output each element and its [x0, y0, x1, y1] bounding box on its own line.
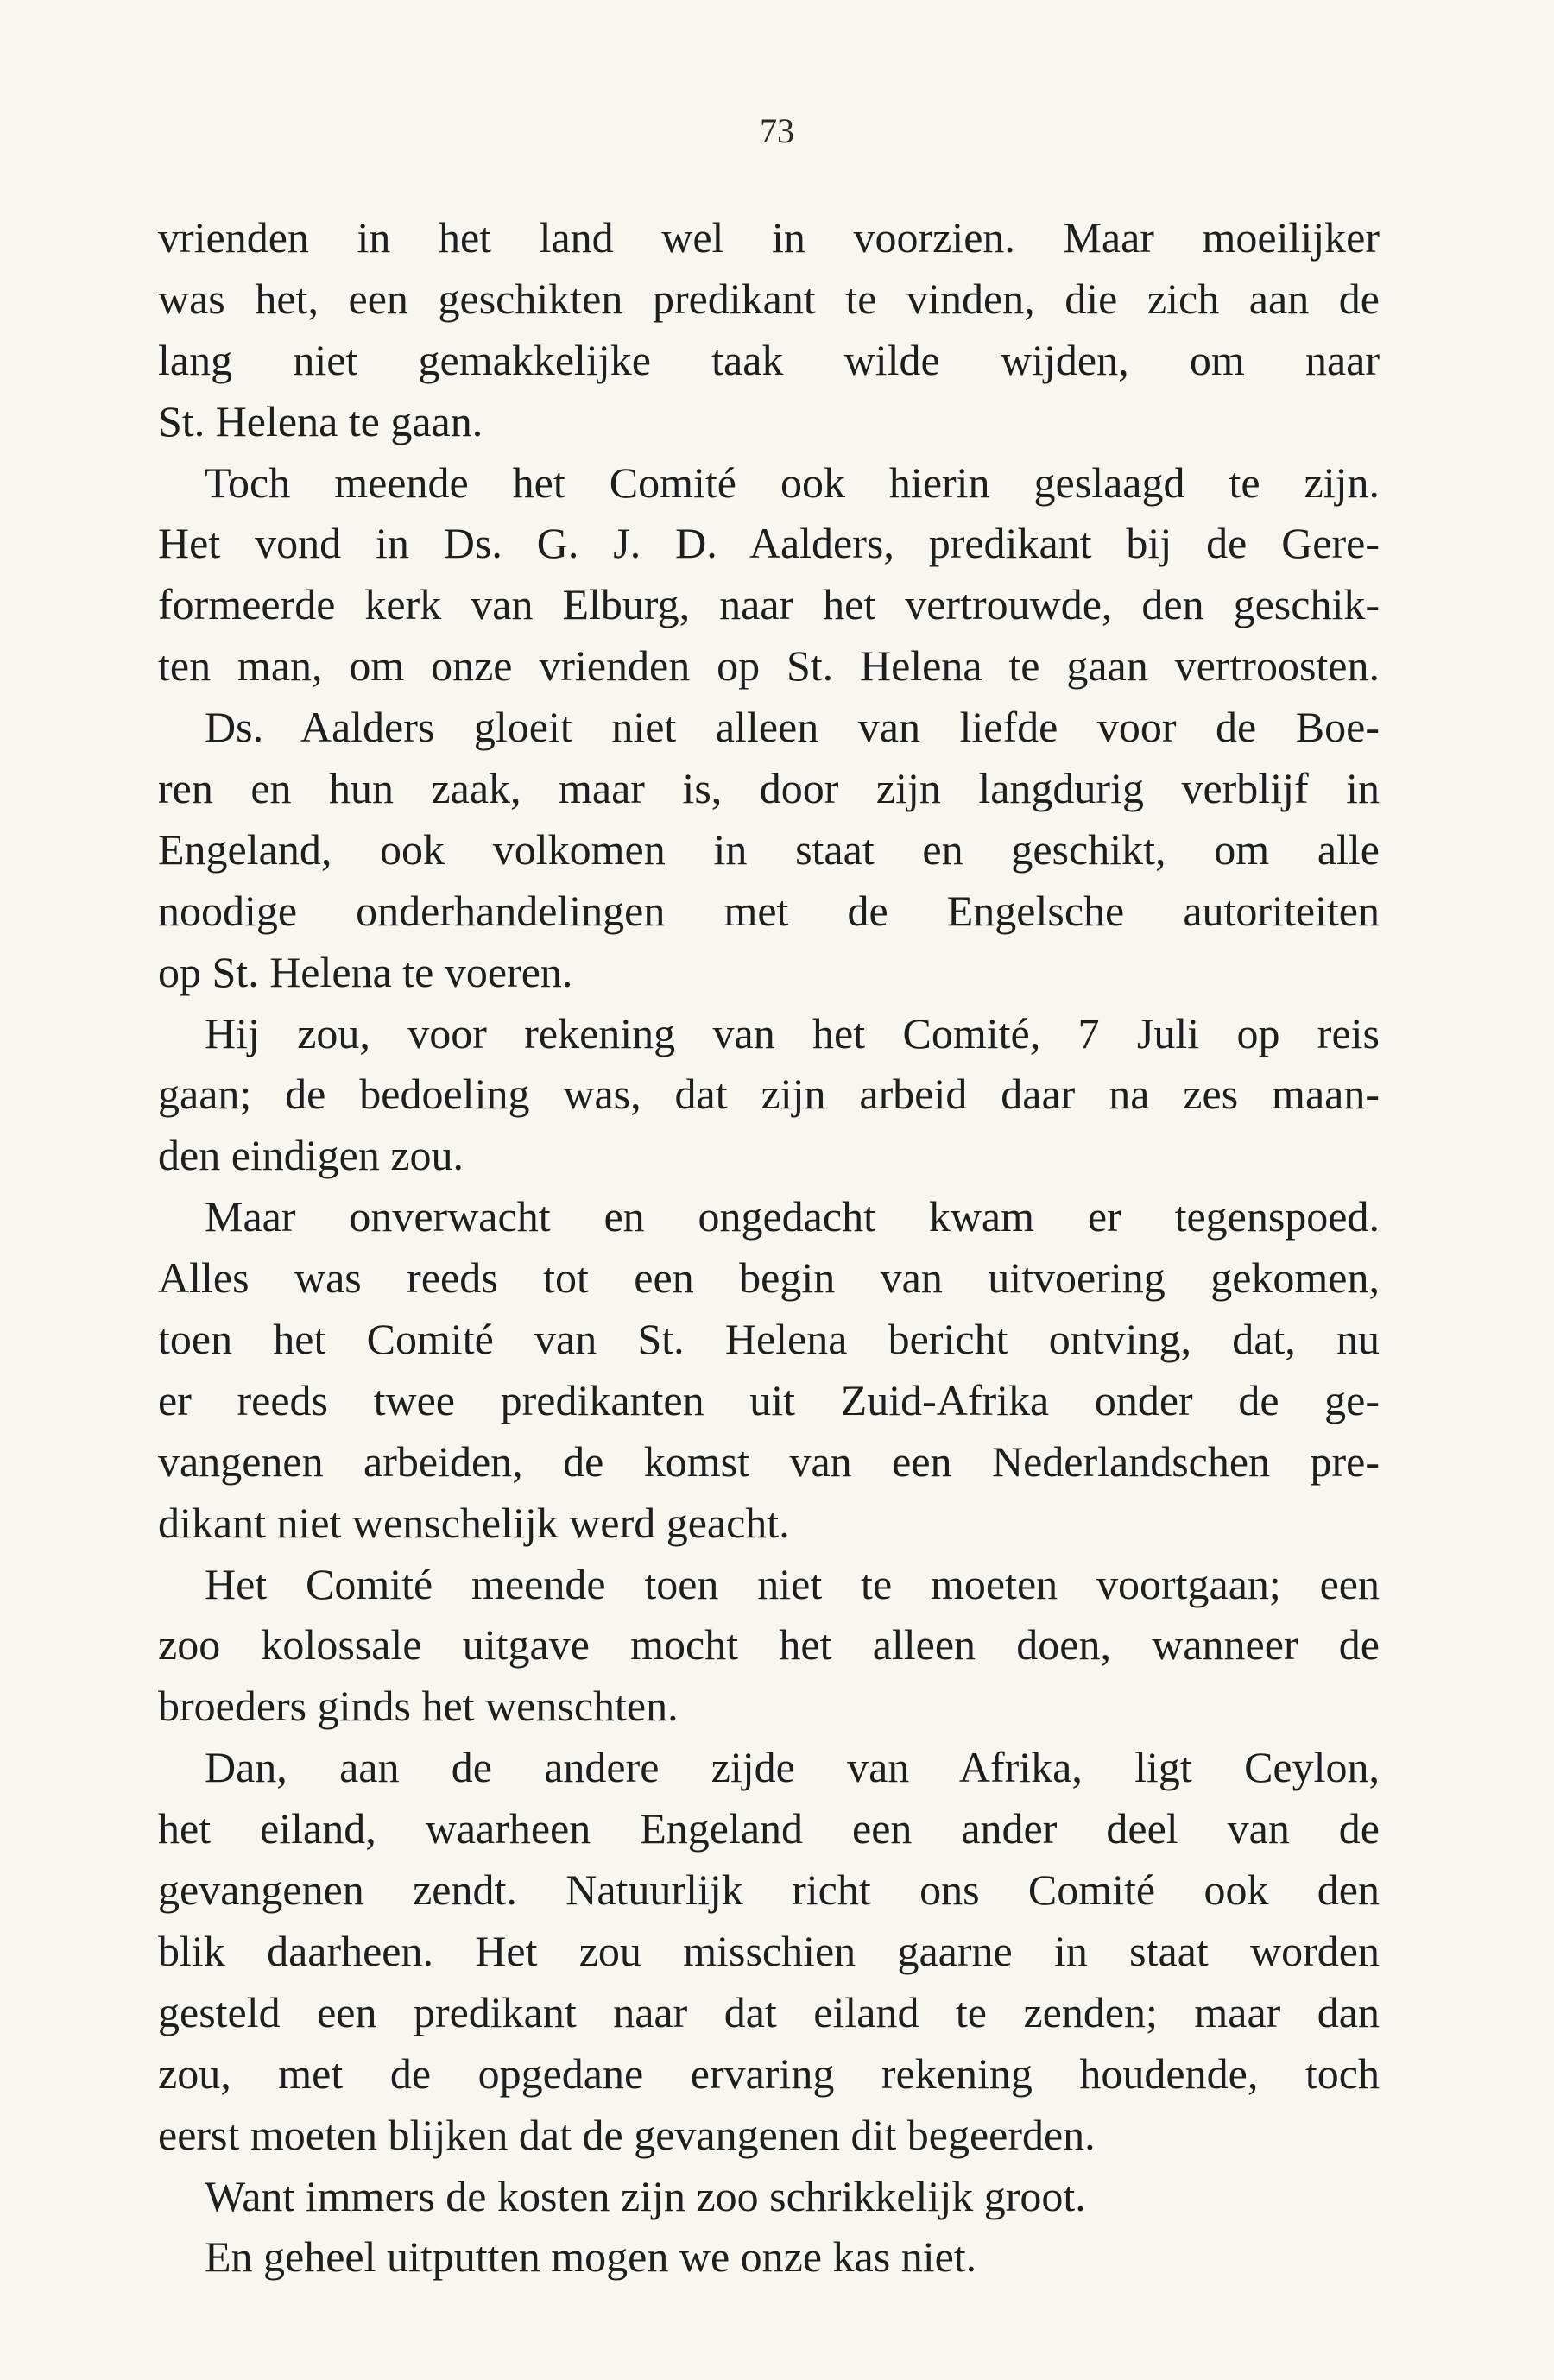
text-line: op St. Helena te voeren. — [158, 947, 573, 996]
text-line: zou, met de opgedane ervaring rekening houdende, toch — [158, 2049, 1380, 2098]
text-line: Ds. Aalders gloeit niet alleen van liefde voor de Boe- — [205, 703, 1380, 752]
text-line: zoo kolossale uitgave mocht het alleen doen, wanneer de — [158, 1620, 1380, 1670]
text-line: blik daarheen. Het zou misschien gaarne in staat worden — [158, 1926, 1380, 1975]
text-line: lang niet gemakkelijke taak wilde wijden, om naar — [158, 335, 1380, 384]
text-line: gaan; de bedoeling was, dat zijn arbeid daar na zes maan- — [158, 1070, 1380, 1119]
text-line: gesteld een predikant naar dat eiland te zenden; maar dan — [158, 1987, 1380, 2036]
page-number: 73 — [760, 111, 794, 150]
text-line: Alles was reeds tot een begin van uitvoering gekomen, — [158, 1253, 1380, 1303]
text-line: ten man, om onze vrienden op St. Helena te gaan vertroosten. — [158, 641, 1380, 691]
text-line: Toch meende het Comité ook hierin geslaagd te zijn. — [205, 458, 1380, 507]
text-line: ren en hun zaak, maar is, door zijn langdurig verblijf in — [158, 764, 1380, 813]
text-line: En geheel uitputten mogen we onze kas niet. — [205, 2232, 977, 2282]
text-line: noodige onderhandelingen met de Engelsche autoriteiten — [158, 886, 1380, 935]
text-line: het eiland, waarheen Engeland een ander deel van de — [158, 1804, 1380, 1853]
text-line: broeders ginds het wenschten. — [158, 1682, 679, 1731]
text-line: dikant niet wenschelijk werd geacht. — [158, 1498, 790, 1547]
text-line: Want immers de kosten zijn zoo schrikkelijk groot. — [205, 2171, 1086, 2220]
text-line: Engeland, ook volkomen in staat en geschikt, om alle — [158, 824, 1380, 874]
text-line: den eindigen zou. — [158, 1131, 464, 1180]
text-line: was het, een geschikten predikant te vinden, die zich aan de — [158, 274, 1380, 323]
text-line: Dan, aan de andere zijde van Afrika, ligt Ceylon, — [205, 1743, 1380, 1792]
text-line: Hij zou, voor rekening van het Comité, 7 Juli op reis — [205, 1008, 1380, 1057]
text-line: Maar onverwacht en ongedacht kwam er tegenspoed. — [205, 1192, 1380, 1241]
text-line: St. Helena te gaan. — [158, 396, 483, 445]
text-line: vangenen arbeiden, de komst van een Nederlandschen pre- — [158, 1436, 1380, 1486]
text-line: eerst moeten blijken dat de gevangenen dit begeerden. — [158, 2110, 1096, 2159]
text-line: toen het Comité van St. Helena bericht ontving, dat, nu — [158, 1315, 1380, 1364]
text-line: er reeds twee predikanten uit Zuid-Afrika onder de ge- — [158, 1375, 1380, 1424]
text-line: Het vond in Ds. G. J. D. Aalders, predikant bij de Gere- — [158, 519, 1380, 568]
text-line: formeerde kerk van Elburg, naar het vertrouwde, den geschik- — [158, 580, 1380, 629]
text-line: gevangenen zendt. Natuurlijk richt ons Comité ook den — [158, 1865, 1380, 1915]
body-text — [158, 207, 1380, 2288]
text-line: vrienden in het land wel in voorzien. Maar moeilijker — [158, 213, 1380, 262]
text-line: Het Comité meende toen niet te moeten voortgaan; een — [205, 1559, 1380, 1608]
